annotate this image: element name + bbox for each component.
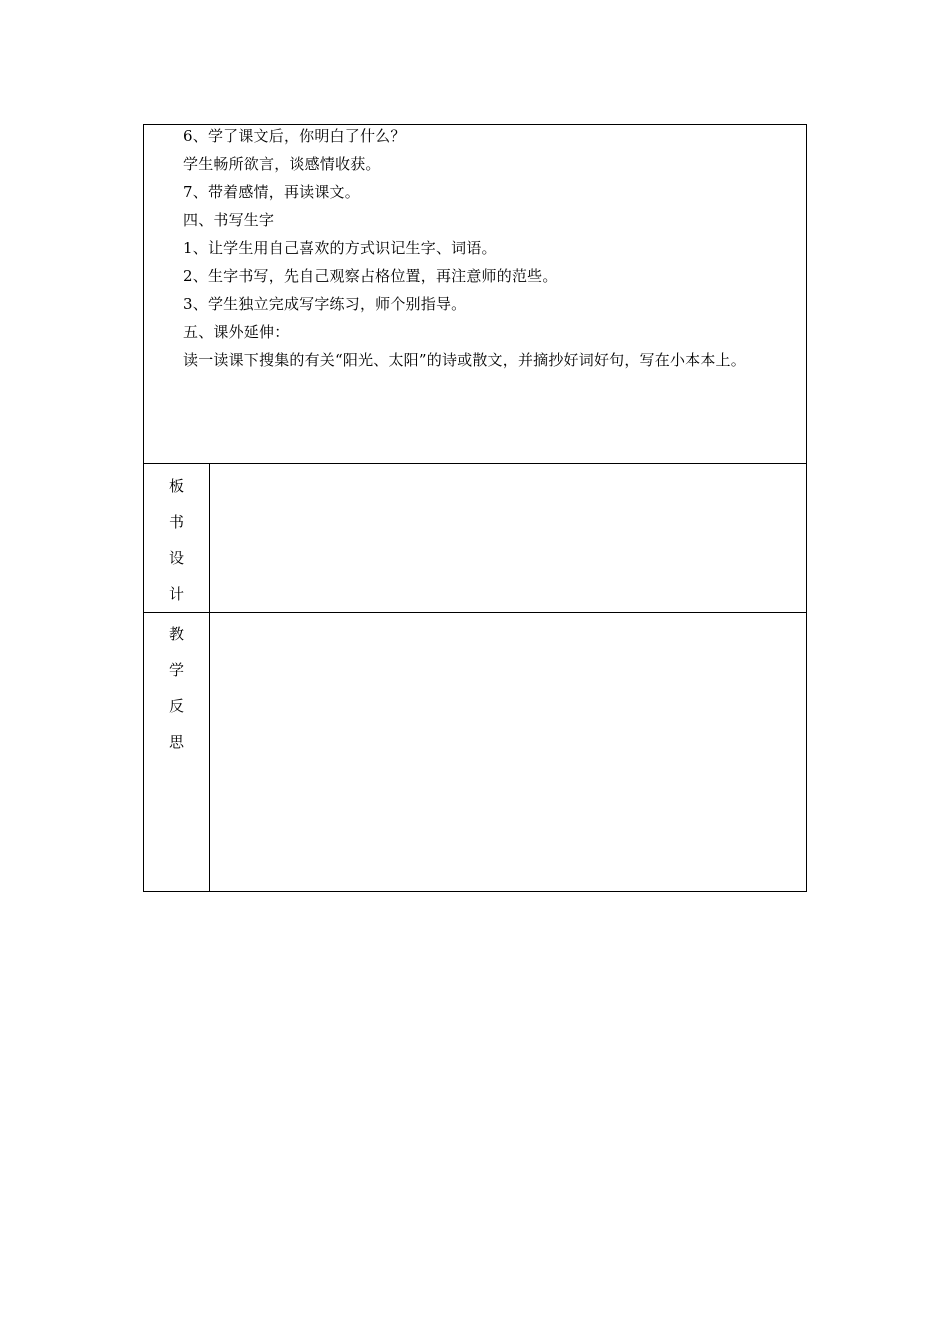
- procedure-paragraph: 7、带着感情，再读课文。: [183, 183, 360, 201]
- procedure-paragraph: 3、学生独立完成写字练习，师个别指导。: [183, 295, 467, 313]
- teaching-reflection-row: [144, 613, 807, 892]
- board-design-label-char: 书: [169, 513, 185, 531]
- teaching-reflection-label-char: 反: [169, 697, 185, 715]
- teaching-reflection-label-char: 教: [169, 625, 185, 643]
- teaching-reflection-content: [210, 613, 807, 892]
- procedure-paragraph: 6、学了课文后，你明白了什么？: [183, 127, 406, 145]
- teaching-reflection-label-char: 思: [169, 733, 185, 751]
- board-design-label: [144, 464, 210, 613]
- procedure-paragraph: 四、书写生字: [183, 211, 275, 229]
- procedure-paragraph: 读一读课下搜集的有关“阳光、太阳”的诗或散文，并摘抄好词好句，写在小本本上。: [183, 351, 746, 369]
- procedure-paragraph: 2、生字书写，先自己观察占格位置，再注意师的范些。: [183, 267, 558, 285]
- procedure-paragraph: 五、课外延伸：: [183, 323, 290, 341]
- board-design-label-char: 设: [169, 549, 185, 567]
- teaching-reflection-label-char: 学: [169, 661, 185, 679]
- procedure-row: [144, 125, 807, 464]
- procedure-cell: [144, 125, 807, 464]
- procedure-paragraph: 1、让学生用自己喜欢的方式识记生字、词语。: [183, 239, 497, 257]
- board-design-label-char: 板: [169, 477, 185, 495]
- board-design-content: [210, 464, 807, 613]
- procedure-paragraph: 学生畅所欲言，谈感情收获。: [183, 155, 381, 173]
- teaching-reflection-label: [144, 613, 210, 892]
- board-design-label-char: 计: [169, 585, 185, 603]
- board-design-row: [144, 464, 807, 613]
- lesson-plan-table: [143, 124, 807, 892]
